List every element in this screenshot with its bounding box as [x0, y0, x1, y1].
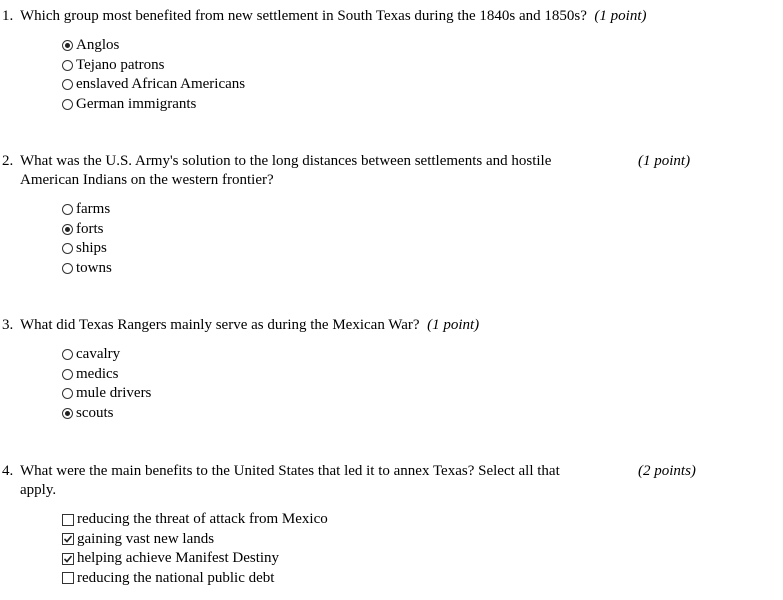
option-german-immigrants[interactable] — [62, 95, 245, 115]
option-label: ships — [76, 240, 107, 257]
radio-button[interactable] — [62, 263, 73, 274]
question-text: What were the main benefits to the United States that led it to annex Texas? Select all that apply. — [20, 463, 560, 498]
answer-options — [62, 36, 245, 114]
option-manifest-destiny[interactable] — [62, 549, 328, 569]
option-tejano-patrons[interactable] — [62, 56, 245, 76]
question-number: 4. — [2, 463, 14, 479]
option-label: helping achieve Manifest Destiny — [77, 550, 280, 567]
option-label: forts — [76, 220, 104, 237]
option-label: medics — [76, 365, 119, 382]
radio-button[interactable] — [62, 99, 73, 110]
option-farms[interactable] — [62, 200, 112, 220]
checkbox[interactable] — [62, 533, 74, 545]
option-scouts[interactable] — [62, 404, 151, 424]
question-text: What did Texas Rangers mainly serve as during the Mexican War? (1 point) — [20, 317, 480, 333]
option-label: gaining vast new lands — [77, 530, 215, 547]
option-forts[interactable] — [62, 220, 112, 240]
option-label: scouts — [76, 404, 114, 421]
option-label: towns — [76, 259, 112, 276]
option-ships[interactable] — [62, 239, 112, 259]
checkbox[interactable] — [62, 553, 74, 565]
option-label: Tejano patrons — [76, 56, 165, 73]
option-label: reducing the threat of attack from Mexico — [77, 511, 328, 528]
answer-options — [62, 200, 112, 278]
question-number: 2. — [2, 153, 14, 169]
question-number: 1. — [2, 8, 14, 24]
option-reducing-debt[interactable] — [62, 569, 328, 589]
option-medics[interactable] — [62, 365, 151, 385]
radio-button[interactable] — [62, 369, 73, 380]
question-points: (1 point) — [594, 8, 647, 24]
radio-button[interactable] — [62, 349, 73, 360]
radio-button[interactable] — [62, 388, 73, 399]
option-gaining-lands[interactable] — [62, 530, 328, 550]
radio-button[interactable] — [62, 243, 73, 254]
question-points: (1 point) — [638, 153, 691, 169]
answer-options — [62, 345, 151, 423]
radio-button[interactable] — [62, 60, 73, 71]
question-text: Which group most benefited from new settlement in South Texas during the 1840s and 1850s? (1 point) — [20, 8, 647, 24]
option-anglos[interactable] — [62, 36, 245, 56]
option-enslaved-african-americans[interactable] — [62, 75, 245, 95]
option-label: reducing the national public debt — [77, 569, 275, 586]
option-label: German immigrants — [76, 95, 197, 112]
option-reducing-threat[interactable] — [62, 510, 328, 530]
question-points: (2 points) — [638, 463, 696, 479]
checkbox[interactable] — [62, 572, 74, 584]
radio-button[interactable] — [62, 204, 73, 215]
question-points: (1 point) — [427, 317, 480, 333]
option-mule-drivers[interactable] — [62, 384, 151, 404]
checkmark-icon — [63, 554, 73, 564]
checkbox[interactable] — [62, 514, 74, 526]
option-label: farms — [76, 201, 111, 218]
option-towns[interactable] — [62, 259, 112, 279]
option-label: Anglos — [76, 37, 120, 54]
option-label: mule drivers — [76, 385, 152, 402]
option-cavalry[interactable] — [62, 345, 151, 365]
radio-button[interactable] — [62, 79, 73, 90]
checkmark-icon — [63, 534, 73, 544]
option-label: enslaved African Americans — [76, 76, 246, 93]
answer-options — [62, 510, 328, 588]
option-label: cavalry — [76, 346, 121, 363]
question-number: 3. — [2, 317, 14, 333]
radio-button[interactable] — [62, 40, 73, 51]
question-text: What was the U.S. Army's solution to the long distances between settlements and hostile American Indians on the western frontier? — [20, 153, 552, 188]
radio-button[interactable] — [62, 224, 73, 235]
radio-button[interactable] — [62, 408, 73, 419]
